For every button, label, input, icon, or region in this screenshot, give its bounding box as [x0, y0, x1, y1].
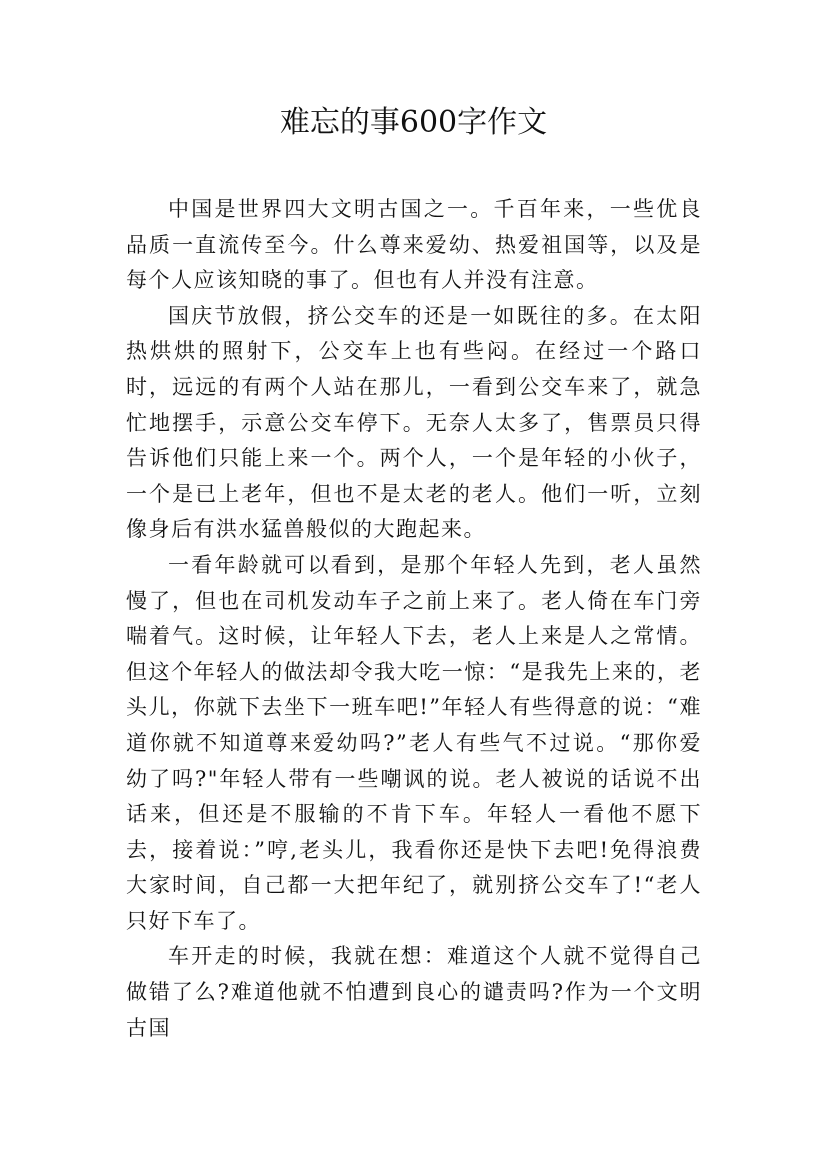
document-body	[126, 192, 702, 1046]
document-title: 难忘的事600字作文	[279, 105, 548, 140]
paragraph: 车开走的时候，我就在想：难道这个人就不觉得自己做错了么?难道他就不怕遭到良心的谴责吗?作为一个文明古国	[126, 944, 702, 1040]
paragraph: 一看年龄就可以看到，是那个年轻人先到，老人虽然慢了，但也在司机发动车子之前上来了。老人倚在车门旁喘着气。这时候，让年轻人下去，老人上来是人之常情。但这个年轻人的做法却令我大吃一惊：“是我先上来的，老头儿，你就下去坐下一班车吧!”年轻人有些得意的说：“难道你就不知道尊来爱幼吗?”老人有些气不过说。“那你爱幼了吗?"年轻人带有一些嘲讽的说。老人被说的话说不出话来，但还是不服输的不肯下车。年轻人一看他不愿下去，接着说：”哼,老头儿，我看你还是快下去吧!免得浪费大家时间，自己都一大把年纪了，就别挤公交车了!“老人只好下车了。	[126, 552, 702, 933]
paragraph: 中国是世界四大文明古国之一。千百年来，一些优良品质一直流传至今。什么尊来爱幼、热爱祖国等，以及是每个人应该知晓的事了。但也有人并没有注意。	[126, 197, 702, 293]
paragraph: 国庆节放假，挤公交车的还是一如既往的多。在太阳热烘烘的照射下，公交车上也有些闷。在经过一个路口时，远远的有两个人站在那儿，一看到公交车来了，就急忙地摆手，示意公交车停下。无奈人太多了，售票员只得告诉他们只能上来一个。两个人，一个是年轻的小伙子，一个是已上老年，但也不是太老的老人。他们一听，立刻像身后有洪水猛兽般似的大跑起来。	[126, 303, 702, 542]
